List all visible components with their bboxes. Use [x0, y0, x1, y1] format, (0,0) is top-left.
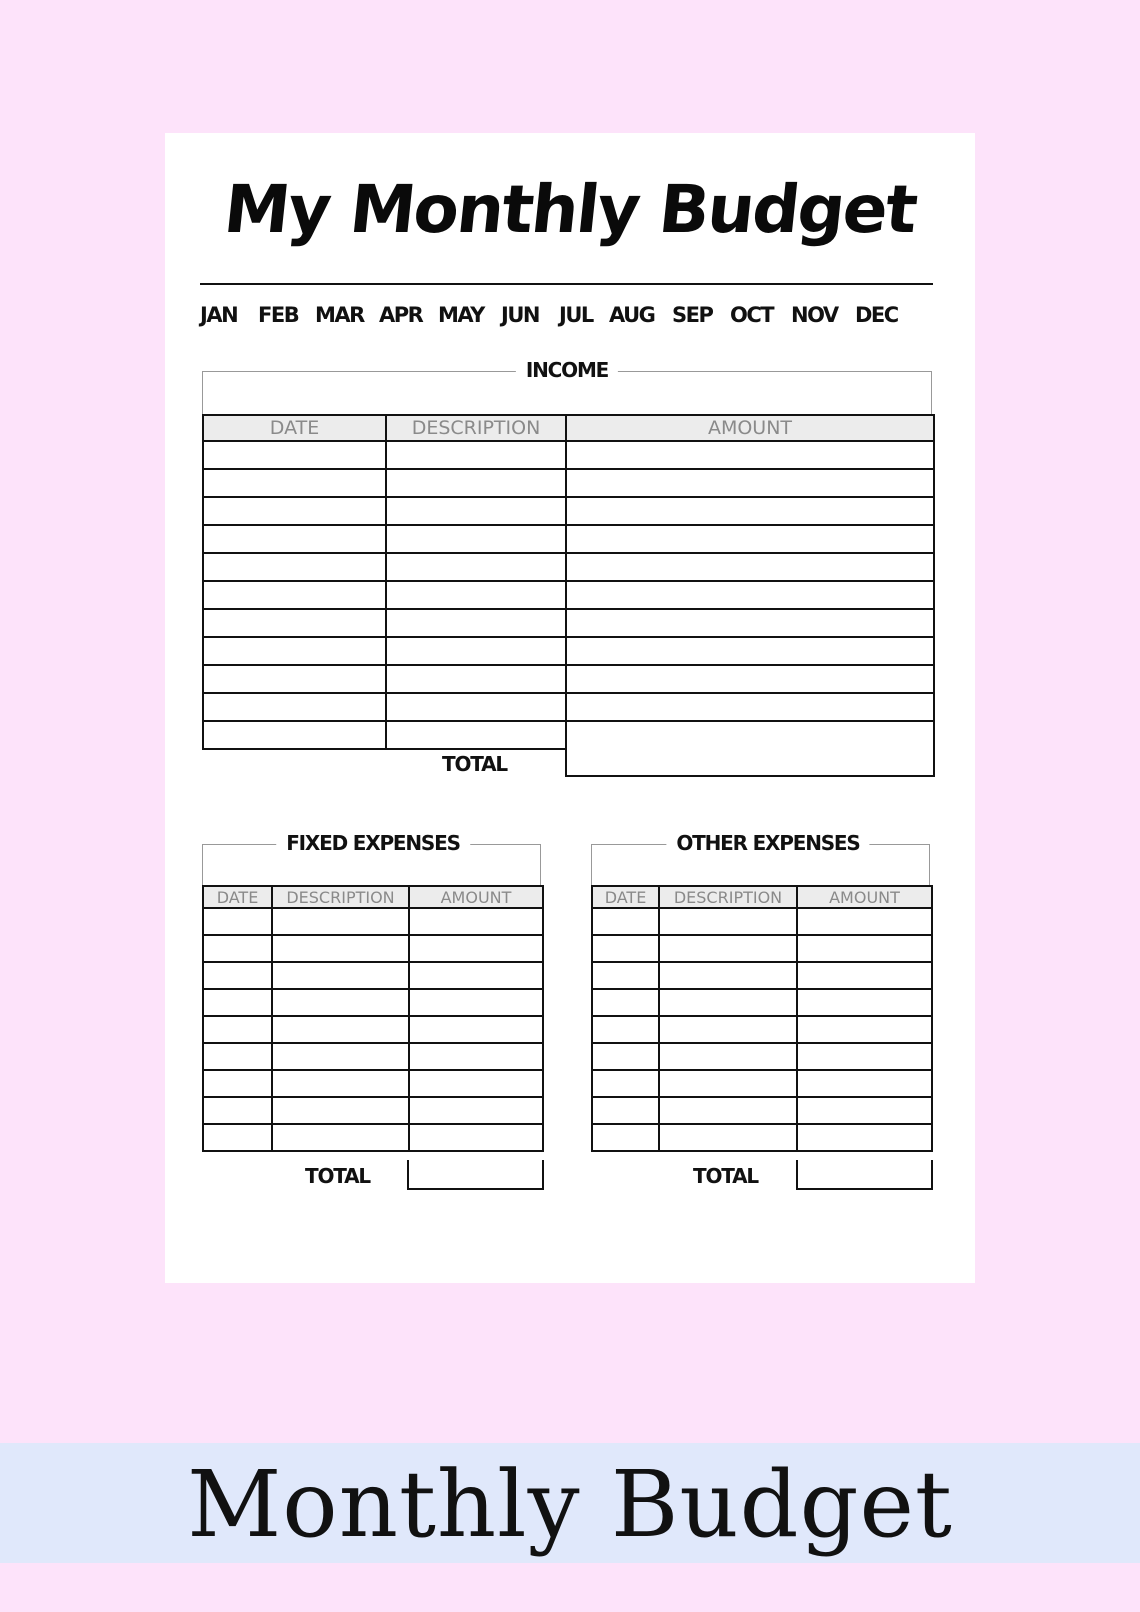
month-may[interactable]: MAY — [438, 303, 484, 327]
description-cell[interactable] — [272, 1016, 409, 1043]
date-cell[interactable] — [203, 497, 386, 525]
amount-cell[interactable] — [797, 1043, 932, 1070]
month-selector — [200, 303, 933, 333]
other-expenses-total-field[interactable] — [796, 1160, 933, 1190]
amount-cell[interactable] — [409, 908, 543, 935]
table-row — [203, 1097, 543, 1124]
amount-cell[interactable] — [566, 581, 934, 609]
table-row — [203, 581, 934, 609]
date-cell[interactable] — [203, 469, 386, 497]
table-row — [203, 497, 934, 525]
date-cell[interactable] — [203, 693, 386, 721]
income-label: INCOME — [516, 358, 618, 382]
income-col-date: DATE — [203, 415, 386, 441]
table-row — [203, 1016, 543, 1043]
description-cell[interactable] — [386, 637, 566, 665]
amount-cell[interactable] — [566, 721, 934, 749]
date-cell[interactable] — [203, 581, 386, 609]
month-feb[interactable]: FEB — [258, 303, 299, 327]
date-cell[interactable] — [592, 962, 659, 989]
amount-cell[interactable] — [409, 1043, 543, 1070]
date-cell[interactable] — [203, 637, 386, 665]
description-cell[interactable] — [272, 1124, 409, 1151]
date-cell[interactable] — [592, 1124, 659, 1151]
date-cell[interactable] — [203, 935, 272, 962]
amount-cell[interactable] — [566, 441, 934, 469]
table-row — [203, 665, 934, 693]
description-cell[interactable] — [386, 693, 566, 721]
month-jul[interactable]: JUL — [559, 303, 593, 327]
fixed-expenses-total-label: TOTAL — [305, 1164, 370, 1188]
table-row — [203, 989, 543, 1016]
description-cell[interactable] — [386, 497, 566, 525]
month-dec[interactable]: DEC — [855, 303, 898, 327]
table-row — [203, 553, 934, 581]
other-col-date: DATE — [592, 886, 659, 908]
month-mar[interactable]: MAR — [315, 303, 364, 327]
amount-cell[interactable] — [566, 525, 934, 553]
amount-cell[interactable] — [566, 637, 934, 665]
description-cell[interactable] — [659, 1043, 797, 1070]
amount-cell[interactable] — [797, 1016, 932, 1043]
table-row — [592, 962, 932, 989]
date-cell[interactable] — [203, 1124, 272, 1151]
amount-cell[interactable] — [797, 962, 932, 989]
income-col-amount: AMOUNT — [566, 415, 934, 441]
description-cell[interactable] — [659, 962, 797, 989]
table-row — [203, 637, 934, 665]
month-jan[interactable]: JAN — [200, 303, 238, 327]
table-row — [592, 1043, 932, 1070]
date-cell[interactable] — [592, 1070, 659, 1097]
description-cell[interactable] — [386, 721, 566, 749]
amount-cell[interactable] — [409, 962, 543, 989]
amount-cell[interactable] — [797, 1124, 932, 1151]
fixed-col-description: DESCRIPTION — [272, 886, 409, 908]
month-apr[interactable]: APR — [379, 303, 423, 327]
amount-cell[interactable] — [797, 1097, 932, 1124]
date-cell[interactable] — [203, 962, 272, 989]
date-cell[interactable] — [203, 665, 386, 693]
other-col-description: DESCRIPTION — [659, 886, 797, 908]
table-row — [592, 935, 932, 962]
table-row — [592, 1124, 932, 1151]
amount-cell[interactable] — [409, 1070, 543, 1097]
income-col-description: DESCRIPTION — [386, 415, 566, 441]
table-row — [203, 693, 934, 721]
budget-sheet — [165, 133, 975, 1283]
amount-cell[interactable] — [409, 1124, 543, 1151]
table-row — [203, 525, 934, 553]
date-cell[interactable] — [203, 721, 386, 749]
table-row — [203, 721, 934, 749]
description-cell[interactable] — [659, 935, 797, 962]
fixed-expenses-total-field[interactable] — [407, 1160, 544, 1190]
description-cell[interactable] — [272, 989, 409, 1016]
month-oct[interactable]: OCT — [730, 303, 774, 327]
income-frame — [202, 358, 932, 414]
table-row — [203, 469, 934, 497]
description-cell[interactable] — [386, 553, 566, 581]
date-cell[interactable] — [203, 1097, 272, 1124]
month-aug[interactable]: AUG — [609, 303, 655, 327]
title-divider — [200, 283, 933, 285]
description-cell[interactable] — [659, 1097, 797, 1124]
month-jun[interactable]: JUN — [501, 303, 539, 327]
date-cell[interactable] — [203, 609, 386, 637]
fixed-expenses-frame — [202, 831, 541, 885]
description-cell[interactable] — [386, 609, 566, 637]
amount-cell[interactable] — [797, 935, 932, 962]
date-cell[interactable] — [203, 989, 272, 1016]
month-sep[interactable]: SEP — [672, 303, 713, 327]
amount-cell[interactable] — [409, 989, 543, 1016]
amount-cell[interactable] — [566, 609, 934, 637]
description-cell[interactable] — [272, 935, 409, 962]
date-cell[interactable] — [592, 1097, 659, 1124]
amount-cell[interactable] — [409, 1016, 543, 1043]
description-cell[interactable] — [272, 908, 409, 935]
date-cell[interactable] — [203, 553, 386, 581]
description-cell[interactable] — [272, 962, 409, 989]
date-cell[interactable] — [203, 1043, 272, 1070]
fixed-expenses-label: FIXED EXPENSES — [276, 831, 470, 855]
description-cell[interactable] — [386, 525, 566, 553]
date-cell[interactable] — [203, 441, 386, 469]
amount-cell[interactable] — [797, 1070, 932, 1097]
amount-cell[interactable] — [409, 935, 543, 962]
description-cell[interactable] — [659, 1016, 797, 1043]
date-cell[interactable] — [592, 935, 659, 962]
fixed-col-date: DATE — [203, 886, 272, 908]
fixed-col-amount: AMOUNT — [409, 886, 543, 908]
table-row — [203, 1043, 543, 1070]
other-expenses-label: OTHER EXPENSES — [666, 831, 869, 855]
amount-cell[interactable] — [797, 908, 932, 935]
sheet-title: My Monthly Budget — [220, 171, 920, 248]
other-col-amount: AMOUNT — [797, 886, 932, 908]
table-row — [592, 1097, 932, 1124]
banner-title: Monthly Budget — [187, 1451, 953, 1558]
income-total-label: TOTAL — [442, 752, 507, 776]
description-cell[interactable] — [386, 581, 566, 609]
other-expenses-table — [591, 885, 933, 1152]
date-cell[interactable] — [203, 1070, 272, 1097]
description-cell[interactable] — [659, 1124, 797, 1151]
bottom-banner — [0, 1443, 1140, 1563]
description-cell[interactable] — [386, 469, 566, 497]
description-cell[interactable] — [659, 1070, 797, 1097]
income-total-field[interactable] — [565, 748, 935, 777]
table-row — [203, 908, 543, 935]
date-cell[interactable] — [592, 908, 659, 935]
fixed-expenses-table — [202, 885, 544, 1152]
description-cell[interactable] — [272, 1070, 409, 1097]
date-cell[interactable] — [592, 1043, 659, 1070]
description-cell[interactable] — [272, 1097, 409, 1124]
amount-cell[interactable] — [797, 989, 932, 1016]
date-cell[interactable] — [592, 989, 659, 1016]
month-nov[interactable]: NOV — [791, 303, 838, 327]
amount-cell[interactable] — [566, 553, 934, 581]
description-cell[interactable] — [272, 1043, 409, 1070]
date-cell[interactable] — [203, 1016, 272, 1043]
table-row — [203, 962, 543, 989]
amount-cell[interactable] — [566, 693, 934, 721]
table-row — [203, 441, 934, 469]
other-expenses-total-label: TOTAL — [693, 1164, 758, 1188]
description-cell[interactable] — [659, 989, 797, 1016]
table-row — [592, 908, 932, 935]
other-expenses-frame — [591, 831, 930, 885]
date-cell[interactable] — [203, 525, 386, 553]
table-row — [203, 1124, 543, 1151]
table-row — [203, 609, 934, 637]
description-cell[interactable] — [386, 441, 566, 469]
date-cell[interactable] — [592, 1016, 659, 1043]
table-row — [203, 935, 543, 962]
table-row — [592, 989, 932, 1016]
table-row — [203, 1070, 543, 1097]
table-row — [592, 1016, 932, 1043]
description-cell[interactable] — [659, 908, 797, 935]
description-cell[interactable] — [386, 665, 566, 693]
table-row — [592, 1070, 932, 1097]
amount-cell[interactable] — [566, 665, 934, 693]
amount-cell[interactable] — [566, 469, 934, 497]
date-cell[interactable] — [203, 908, 272, 935]
amount-cell[interactable] — [566, 497, 934, 525]
income-table — [202, 414, 935, 750]
amount-cell[interactable] — [409, 1097, 543, 1124]
